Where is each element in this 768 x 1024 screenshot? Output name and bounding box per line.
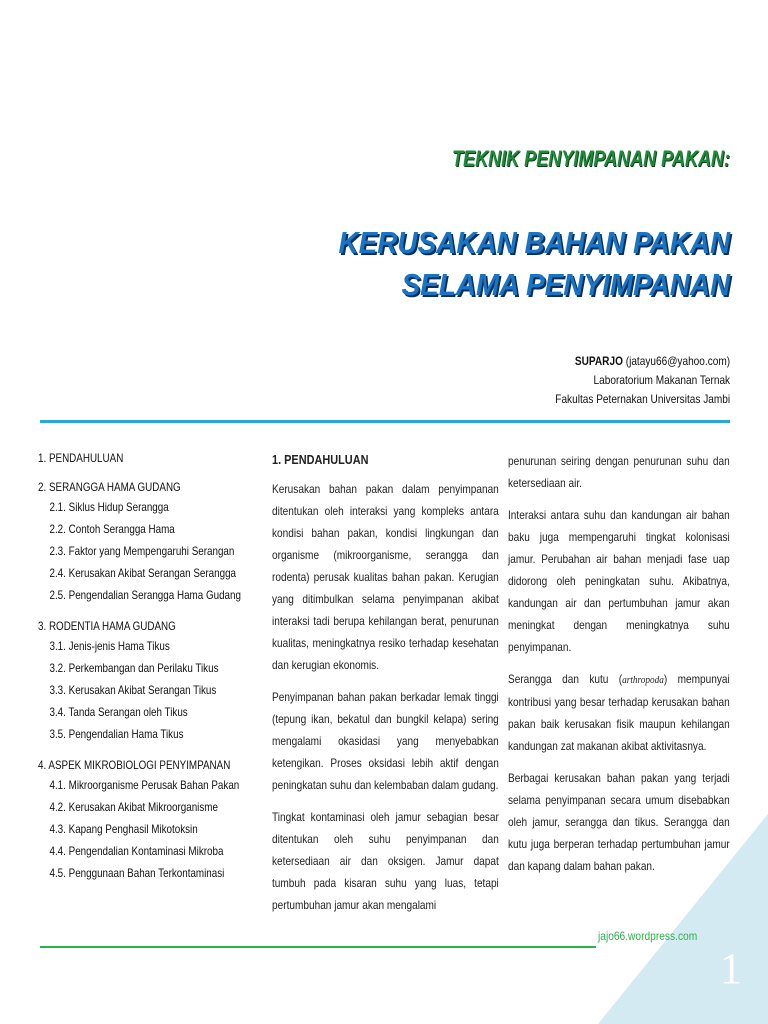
- toc-item: 2.1. Siklus Hidup Serangga: [49, 500, 169, 514]
- paragraph: Interaksi antara suhu dan kandungan air bahan baku juga mempengaruhi tingkat kolonisasi jamur. Perubahan air bahan menjadi fase uap didorong oleh peningkatan suhu. Akibatnya, kandungan air dan pertumbuhan jamur akan meningkat dengan meningkatnya suhu penyimpanan.: [508, 508, 730, 654]
- top-divider: [40, 420, 730, 423]
- toc-section-title: 2. SERANGGA HAMA GUDANG: [38, 480, 181, 494]
- toc-item: 2.3. Faktor yang Mempengaruhi Serangan: [49, 544, 235, 558]
- paragraph: penurunan seiring dengan penurunan suhu dan ketersediaan air.: [508, 454, 730, 490]
- page-number: 1: [720, 944, 742, 993]
- header-kicker: TEKNIK PENYIMPANAN PAKAN:: [452, 146, 730, 171]
- toc-item: 3.2. Perkembangan dan Perilaku Tikus: [49, 661, 219, 675]
- paragraph: Kerusakan bahan pakan dalam penyimpanan ditentukan oleh interaksi yang kompleks antara kondisi bahan pakan, kondisi lingkungan dan organisme (mikroorganisme, serangga dan rodenta) perusak kualitas bahan pakan. Kerugian yang ditimbulkan selama penyimpanan akibat interaksi tadi berupa kehilangan berat, penurunan kualitas, meningkatnya resiko terhadap kesehatan dan kerugian ekonomis.: [272, 482, 499, 672]
- toc-section: [38, 479, 268, 606]
- toc-section-title: 1. PENDAHULUAN: [38, 451, 124, 465]
- toc-section: [38, 618, 268, 745]
- toc-section-title: 4. ASPEK MIKROBIOLOGI PENYIMPANAN: [38, 758, 231, 772]
- page-title: [338, 222, 730, 306]
- paragraph: Penyimpanan bahan pakan berkadar lemak tinggi (tepung ikan, bekatul dan bungkil kelapa) sering mengalami okasidasi yang menyebabkan ketengikan. Proses oksidasi lebih aktif dengan peningkatan suhu dan kelembaban dalam gudang.: [272, 690, 499, 792]
- toc-item: 2.4. Kerusakan Akibat Serangan Serangga: [49, 566, 237, 580]
- toc-item: 3.3. Kerusakan Akibat Serangan Tikus: [49, 683, 217, 697]
- toc-item: 4.3. Kapang Penghasil Mikotoksin: [49, 822, 198, 836]
- article-column-2: [508, 450, 768, 887]
- author-block: [555, 352, 730, 409]
- toc-item: 3.5. Pengendalian Hama Tikus: [49, 727, 184, 741]
- website-link[interactable]: jajo66.wordpress.com: [598, 929, 698, 943]
- author-email: (jatayu66@yahoo.com): [625, 354, 730, 368]
- title-line-1: KERUSAKAN BAHAN PAKAN: [338, 225, 730, 260]
- author-faculty: Fakultas Peternakan Universitas Jambi: [555, 392, 730, 406]
- article-column-1: [272, 450, 542, 926]
- toc-section: [38, 757, 268, 884]
- toc-item: 2.5. Pengendalian Serangga Hama Gudang: [49, 588, 241, 602]
- author-name: SUPARJO: [574, 354, 623, 368]
- toc-item: 4.5. Penggunaan Bahan Terkontaminasi: [49, 866, 225, 880]
- toc-item: 4.1. Mikroorganisme Perusak Bahan Pakan: [49, 778, 240, 792]
- toc-item: 4.4. Pengendalian Kontaminasi Mikroba: [49, 844, 224, 858]
- toc-section-title: 3. RODENTIA HAMA GUDANG: [38, 619, 176, 633]
- toc-section: [38, 450, 268, 467]
- title-line-2: SELAMA PENYIMPANAN: [401, 267, 730, 302]
- toc-item: 3.4. Tanda Serangan oleh Tikus: [49, 705, 188, 719]
- paragraph: Serangga dan kutu (arthropoda) mempunyai kontribusi yang besar terhadap kerusakan bahan pakan baik kerusakan fisik maupun kehilangan kandungan zat makanan akibat aktivitasnya.: [508, 672, 730, 753]
- italic-term: arthropoda: [622, 674, 664, 686]
- toc-item: 3.1. Jenis-jenis Hama Tikus: [49, 639, 170, 653]
- paragraph: Tingkat kontaminasi oleh jamur sebagian besar ditentukan oleh suhu penyimpanan dan ketersediaan air dan oksigen. Jamur dapat tumbuh pada kisaran suhu yang luas, tetapi pertumbuhan jamur akan mengalami: [272, 810, 499, 912]
- table-of-contents: [38, 450, 268, 884]
- toc-item: 2.2. Contoh Serangga Hama: [49, 522, 175, 536]
- paragraph: Berbagai kerusakan bahan pakan yang terjadi selama penyimpanan secara umum disebabkan oleh jamur, serangga dan tikus. Serangga dan kutu juga berperan terhadap pertumbuhan jamur dan kapang dalam bahan pakan.: [508, 771, 730, 873]
- author-lab: Laboratorium Makanan Ternak: [593, 373, 730, 387]
- bottom-divider: [40, 946, 596, 948]
- section-heading: 1. PENDAHULUAN: [272, 452, 369, 467]
- toc-item: 4.2. Kerusakan Akibat Mikroorganisme: [49, 800, 218, 814]
